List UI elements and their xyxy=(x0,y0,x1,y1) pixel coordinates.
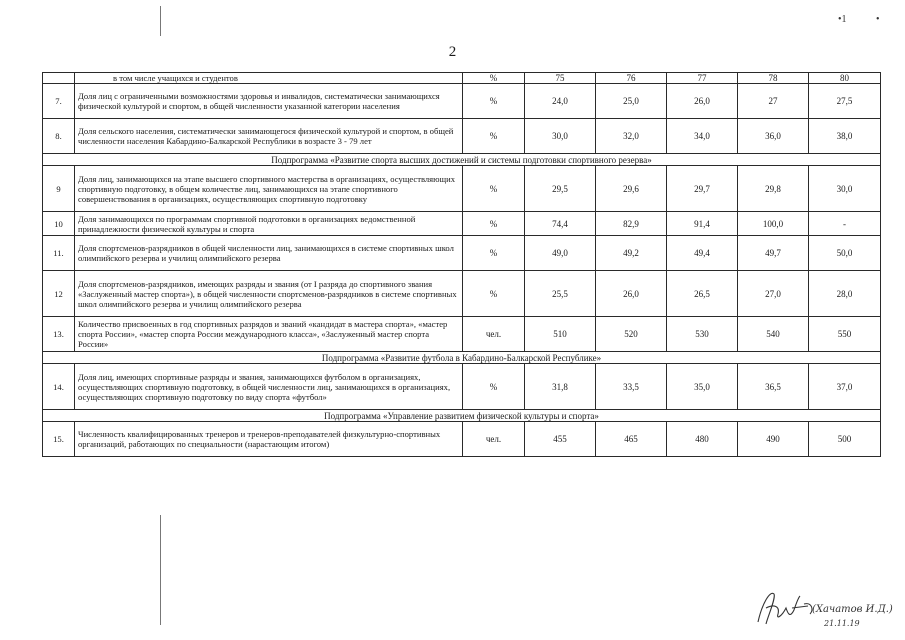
unit-cell: % xyxy=(463,271,525,317)
unit-cell: % xyxy=(463,364,525,410)
value-cell: 49,0 xyxy=(525,236,596,271)
value-cell: 75 xyxy=(525,73,596,84)
table-row xyxy=(43,166,881,212)
row-number: 13. xyxy=(43,317,75,352)
subprogram-row xyxy=(43,352,881,364)
value-cell: 455 xyxy=(525,422,596,457)
table-row xyxy=(43,236,881,271)
row-number: 9 xyxy=(43,166,75,212)
table-row xyxy=(43,73,881,84)
value-cell: 77 xyxy=(667,73,738,84)
value-cell: 74,4 xyxy=(525,212,596,236)
margin-line xyxy=(160,6,161,36)
signature-image xyxy=(752,584,902,632)
table-row xyxy=(43,119,881,154)
value-cell: 27,5 xyxy=(809,84,881,119)
table-row xyxy=(43,84,881,119)
value-cell: 24,0 xyxy=(525,84,596,119)
indicator-description: в том числе учащихся и студентов xyxy=(75,73,463,84)
subprogram-row xyxy=(43,410,881,422)
value-cell: 100,0 xyxy=(738,212,809,236)
value-cell: 25,0 xyxy=(596,84,667,119)
value-cell: 540 xyxy=(738,317,809,352)
value-cell: 550 xyxy=(809,317,881,352)
indicator-description: Численность квалифицированных тренеров и тренеров-преподавателей физкультурно-спортивных организаций, работающих по специальности (нарастающим итогом) xyxy=(75,422,463,457)
unit-cell: % xyxy=(463,166,525,212)
margin-line xyxy=(160,515,161,625)
value-cell: 27 xyxy=(738,84,809,119)
value-cell: 29,7 xyxy=(667,166,738,212)
table-row xyxy=(43,422,881,457)
row-number: 7. xyxy=(43,84,75,119)
indicators-table xyxy=(42,72,881,457)
row-number: 8. xyxy=(43,119,75,154)
value-cell: 35,0 xyxy=(667,364,738,410)
unit-cell: % xyxy=(463,212,525,236)
value-cell: 49,4 xyxy=(667,236,738,271)
value-cell: 520 xyxy=(596,317,667,352)
value-cell: - xyxy=(809,212,881,236)
value-cell: 25,5 xyxy=(525,271,596,317)
value-cell: 34,0 xyxy=(667,119,738,154)
indicator-description: Доля лиц с ограниченными возможностями здоровья и инвалидов, систематически занимающихся физической культурой и спортом, в общей численности указанной категории населения xyxy=(75,84,463,119)
subprogram-row xyxy=(43,154,881,166)
unit-cell: % xyxy=(463,84,525,119)
value-cell: 37,0 xyxy=(809,364,881,410)
indicator-description: Доля лиц, занимающихся на этапе высшего спортивного мастерства в организациях, осуществляющих спортивную подготовку, в общем количестве лиц, занимающихся на этапе спортивного совершенствования в организациях, осуществляющих спортивную подготовку xyxy=(75,166,463,212)
row-number xyxy=(43,73,75,84)
value-cell: 500 xyxy=(809,422,881,457)
table-row xyxy=(43,212,881,236)
value-cell: 49,2 xyxy=(596,236,667,271)
value-cell: 80 xyxy=(809,73,881,84)
value-cell: 30,0 xyxy=(809,166,881,212)
table-row xyxy=(43,317,881,352)
value-cell: 31,8 xyxy=(525,364,596,410)
page-number: 2 xyxy=(448,44,457,60)
unit-cell: % xyxy=(463,236,525,271)
indicator-description: Доля сельского населения, систематически занимающегося физической культурой и спортом, в общей численности населения Кабардино-Балкарской Республики в возрасте 3 - 79 лет xyxy=(75,119,463,154)
value-cell: 490 xyxy=(738,422,809,457)
indicator-description: Доля спортсменов-разрядников в общей численности лиц, занимающихся в системе спортивных школ олимпийского резерва и училищ олимпийского резерва xyxy=(75,236,463,271)
value-cell: 78 xyxy=(738,73,809,84)
value-cell: 36,0 xyxy=(738,119,809,154)
value-cell: 26,0 xyxy=(667,84,738,119)
value-cell: 29,6 xyxy=(596,166,667,212)
value-cell: 28,0 xyxy=(809,271,881,317)
row-number: 14. xyxy=(43,364,75,410)
value-cell: 26,5 xyxy=(667,271,738,317)
value-cell: 50,0 xyxy=(809,236,881,271)
table-row xyxy=(43,271,881,317)
signature-text: (Хачатов И.Д.) xyxy=(812,604,893,615)
unit-cell: % xyxy=(463,119,525,154)
value-cell: 26,0 xyxy=(596,271,667,317)
signature-date: 21.11.19 xyxy=(824,619,860,628)
value-cell: 530 xyxy=(667,317,738,352)
table-row xyxy=(43,364,881,410)
value-cell: 29,5 xyxy=(525,166,596,212)
row-number: 10 xyxy=(43,212,75,236)
value-cell: 29,8 xyxy=(738,166,809,212)
value-cell: 38,0 xyxy=(809,119,881,154)
subprogram-title: Подпрограмма «Развитие спорта высших достижений и системы подготовки спортивного резерва» xyxy=(43,154,881,166)
value-cell: 76 xyxy=(596,73,667,84)
value-cell: 49,7 xyxy=(738,236,809,271)
row-number: 15. xyxy=(43,422,75,457)
value-cell: 82,9 xyxy=(596,212,667,236)
indicator-description: Количество присвоенных в год спортивных разрядов и званий «кандидат в мастера спорта», «мастер спорта России», «мастер спорта России международного класса», «Заслуженный мастер спорта России» xyxy=(75,317,463,352)
row-number: 12 xyxy=(43,271,75,317)
indicator-description: Доля лиц, имеющих спортивные разряды и звания, занимающихся футболом в организациях, осуществляющих спортивную подготовку, в общей численности лиц, занимающихся в организациях, осуществляющих спортивную подготовку по виду спорта «футбол» xyxy=(75,364,463,410)
indicator-description: Доля спортсменов-разрядников, имеющих разряды и звания (от I разряда до спортивного звания «Заслуженный мастер спорта»), в общей численности спортсменов-разрядников в системе спортивных школ олимпийского резерва и училищ олимпийского резерва xyxy=(75,271,463,317)
value-cell: 480 xyxy=(667,422,738,457)
corner-mark: •1 xyxy=(838,14,847,25)
value-cell: 27,0 xyxy=(738,271,809,317)
value-cell: 33,5 xyxy=(596,364,667,410)
value-cell: 510 xyxy=(525,317,596,352)
indicator-description: Доля занимающихся по программам спортивной подготовки в организациях ведомственной принадлежности физической культуры и спорта xyxy=(75,212,463,236)
unit-cell: чел. xyxy=(463,317,525,352)
value-cell: 36,5 xyxy=(738,364,809,410)
subprogram-title: Подпрограмма «Развитие футбола в Кабардино-Балкарской Республике» xyxy=(43,352,881,364)
corner-mark: • xyxy=(876,14,880,25)
subprogram-title: Подпрограмма «Управление развитием физической культуры и спорта» xyxy=(43,410,881,422)
value-cell: 465 xyxy=(596,422,667,457)
value-cell: 30,0 xyxy=(525,119,596,154)
value-cell: 91,4 xyxy=(667,212,738,236)
unit-cell: чел. xyxy=(463,422,525,457)
row-number: 11. xyxy=(43,236,75,271)
unit-cell: % xyxy=(463,73,525,84)
value-cell: 32,0 xyxy=(596,119,667,154)
